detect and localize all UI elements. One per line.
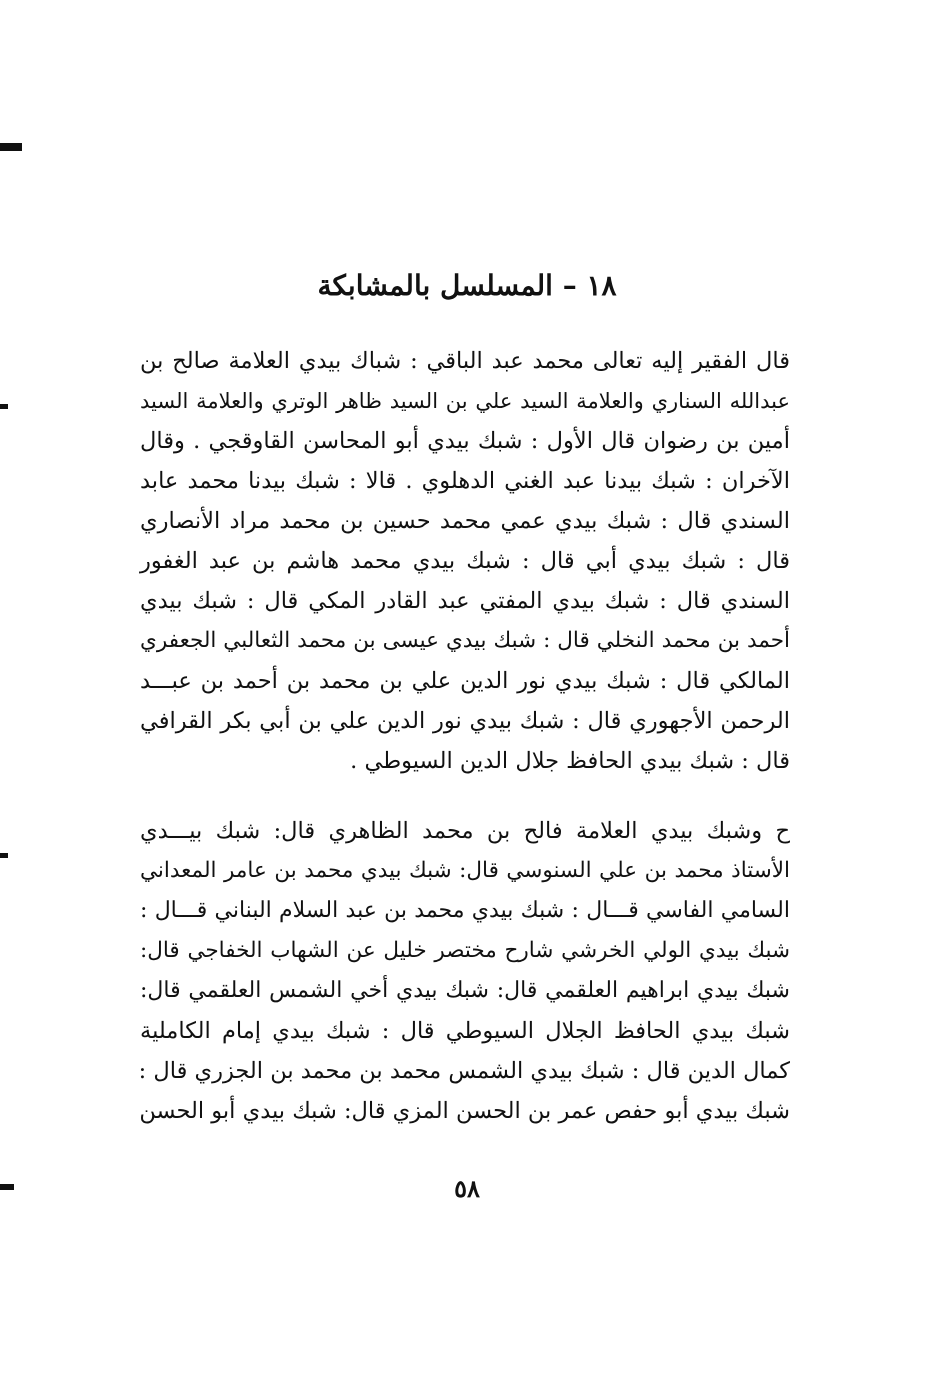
text-line: السندي قال : شبك بيدي المفتي عبد القادر المكي قال : شبك بيدي xyxy=(140,588,790,614)
page-number: ٥٨ xyxy=(454,1174,480,1203)
text-line: قال الفقير إليه تعالى محمد عبد الباقي : شباك بيدي العلامة صالح بن xyxy=(140,348,790,374)
text-line: الرحمن الأجهوري قال : شبك بيدي نور الدين علي بن أبي بكر القرافي xyxy=(140,708,790,734)
text-line: كمال الدين قال : شبك بيدي الشمس محمد بن محمد بن الجزري قال : xyxy=(138,1058,790,1084)
paragraph-2 xyxy=(140,811,790,1131)
text-line: ح وشبك بيدي العلامة فالح بن محمد الظاهري قال: شبك بيـــدي xyxy=(140,818,790,844)
text-line: المالكي قال : شبك بيدي نور الدين علي بن محمد بن أحمد بن عبـــد xyxy=(140,668,790,694)
text-line: الأستاذ محمد بن علي السنوسي قال: شبك بيدي محمد بن عامر المعداني xyxy=(140,858,790,883)
text-line: شبك بيدي الولي الخرشي شارح مختصر خليل عن الشهاب الخفاجي قال: xyxy=(140,938,790,963)
scan-edge-mark xyxy=(0,853,8,858)
text-line: شبك بيدي ابراهيم العلقمي قال: شبك بيدي أخي الشمس العلقمي قال: xyxy=(140,978,790,1003)
text-line: السامي الفاسي قـــال : شبك بيدي محمد بن عبد السلام البناني قـــال : xyxy=(140,898,790,923)
text-line: شبك بيدي الحافظ الجلال السيوطي قال : شبك بيدي إمام الكاملية xyxy=(140,1018,790,1044)
scan-edge-mark xyxy=(0,143,22,151)
scan-edge-mark xyxy=(0,404,8,409)
text-line: شبك بيدي أبو حفص عمر بن الحسن المزي قال: شبك بيدي أبو الحسن xyxy=(139,1098,790,1124)
text-line: عبدالله السناري والعلامة السيد علي بن السيد ظاهر الوتري والعلامة السيد xyxy=(140,389,790,413)
text-line: أحمد بن محمد النخلي قال : شبك بيدي عيسى بن محمد الثعالبي الجعفري xyxy=(140,628,790,653)
text-line: الآخران : شبك بيدنا عبد الغني الدهلوي . قالا : شبك بيدنا محمد عابد xyxy=(140,468,790,494)
text-line: قال : شبك بيدي أبي قال : شبك بيدي محمد هاشم بن عبد الغفور xyxy=(140,548,790,574)
text-line: السندي قال : شبك بيدي عمي محمد حسين بن محمد مراد الأنصاري xyxy=(140,508,790,534)
text-line: أمين بن رضوان قال الأول : شبك بيدي أبو المحاسن القاوقجي . وقال xyxy=(140,428,790,454)
text-line: قال : شبك بيدي الحافظ جلال الدين السيوطي . xyxy=(350,748,790,774)
paragraph-1 xyxy=(140,341,790,781)
section-title: ١٨ – المسلسل بالمشابكة xyxy=(317,269,617,302)
